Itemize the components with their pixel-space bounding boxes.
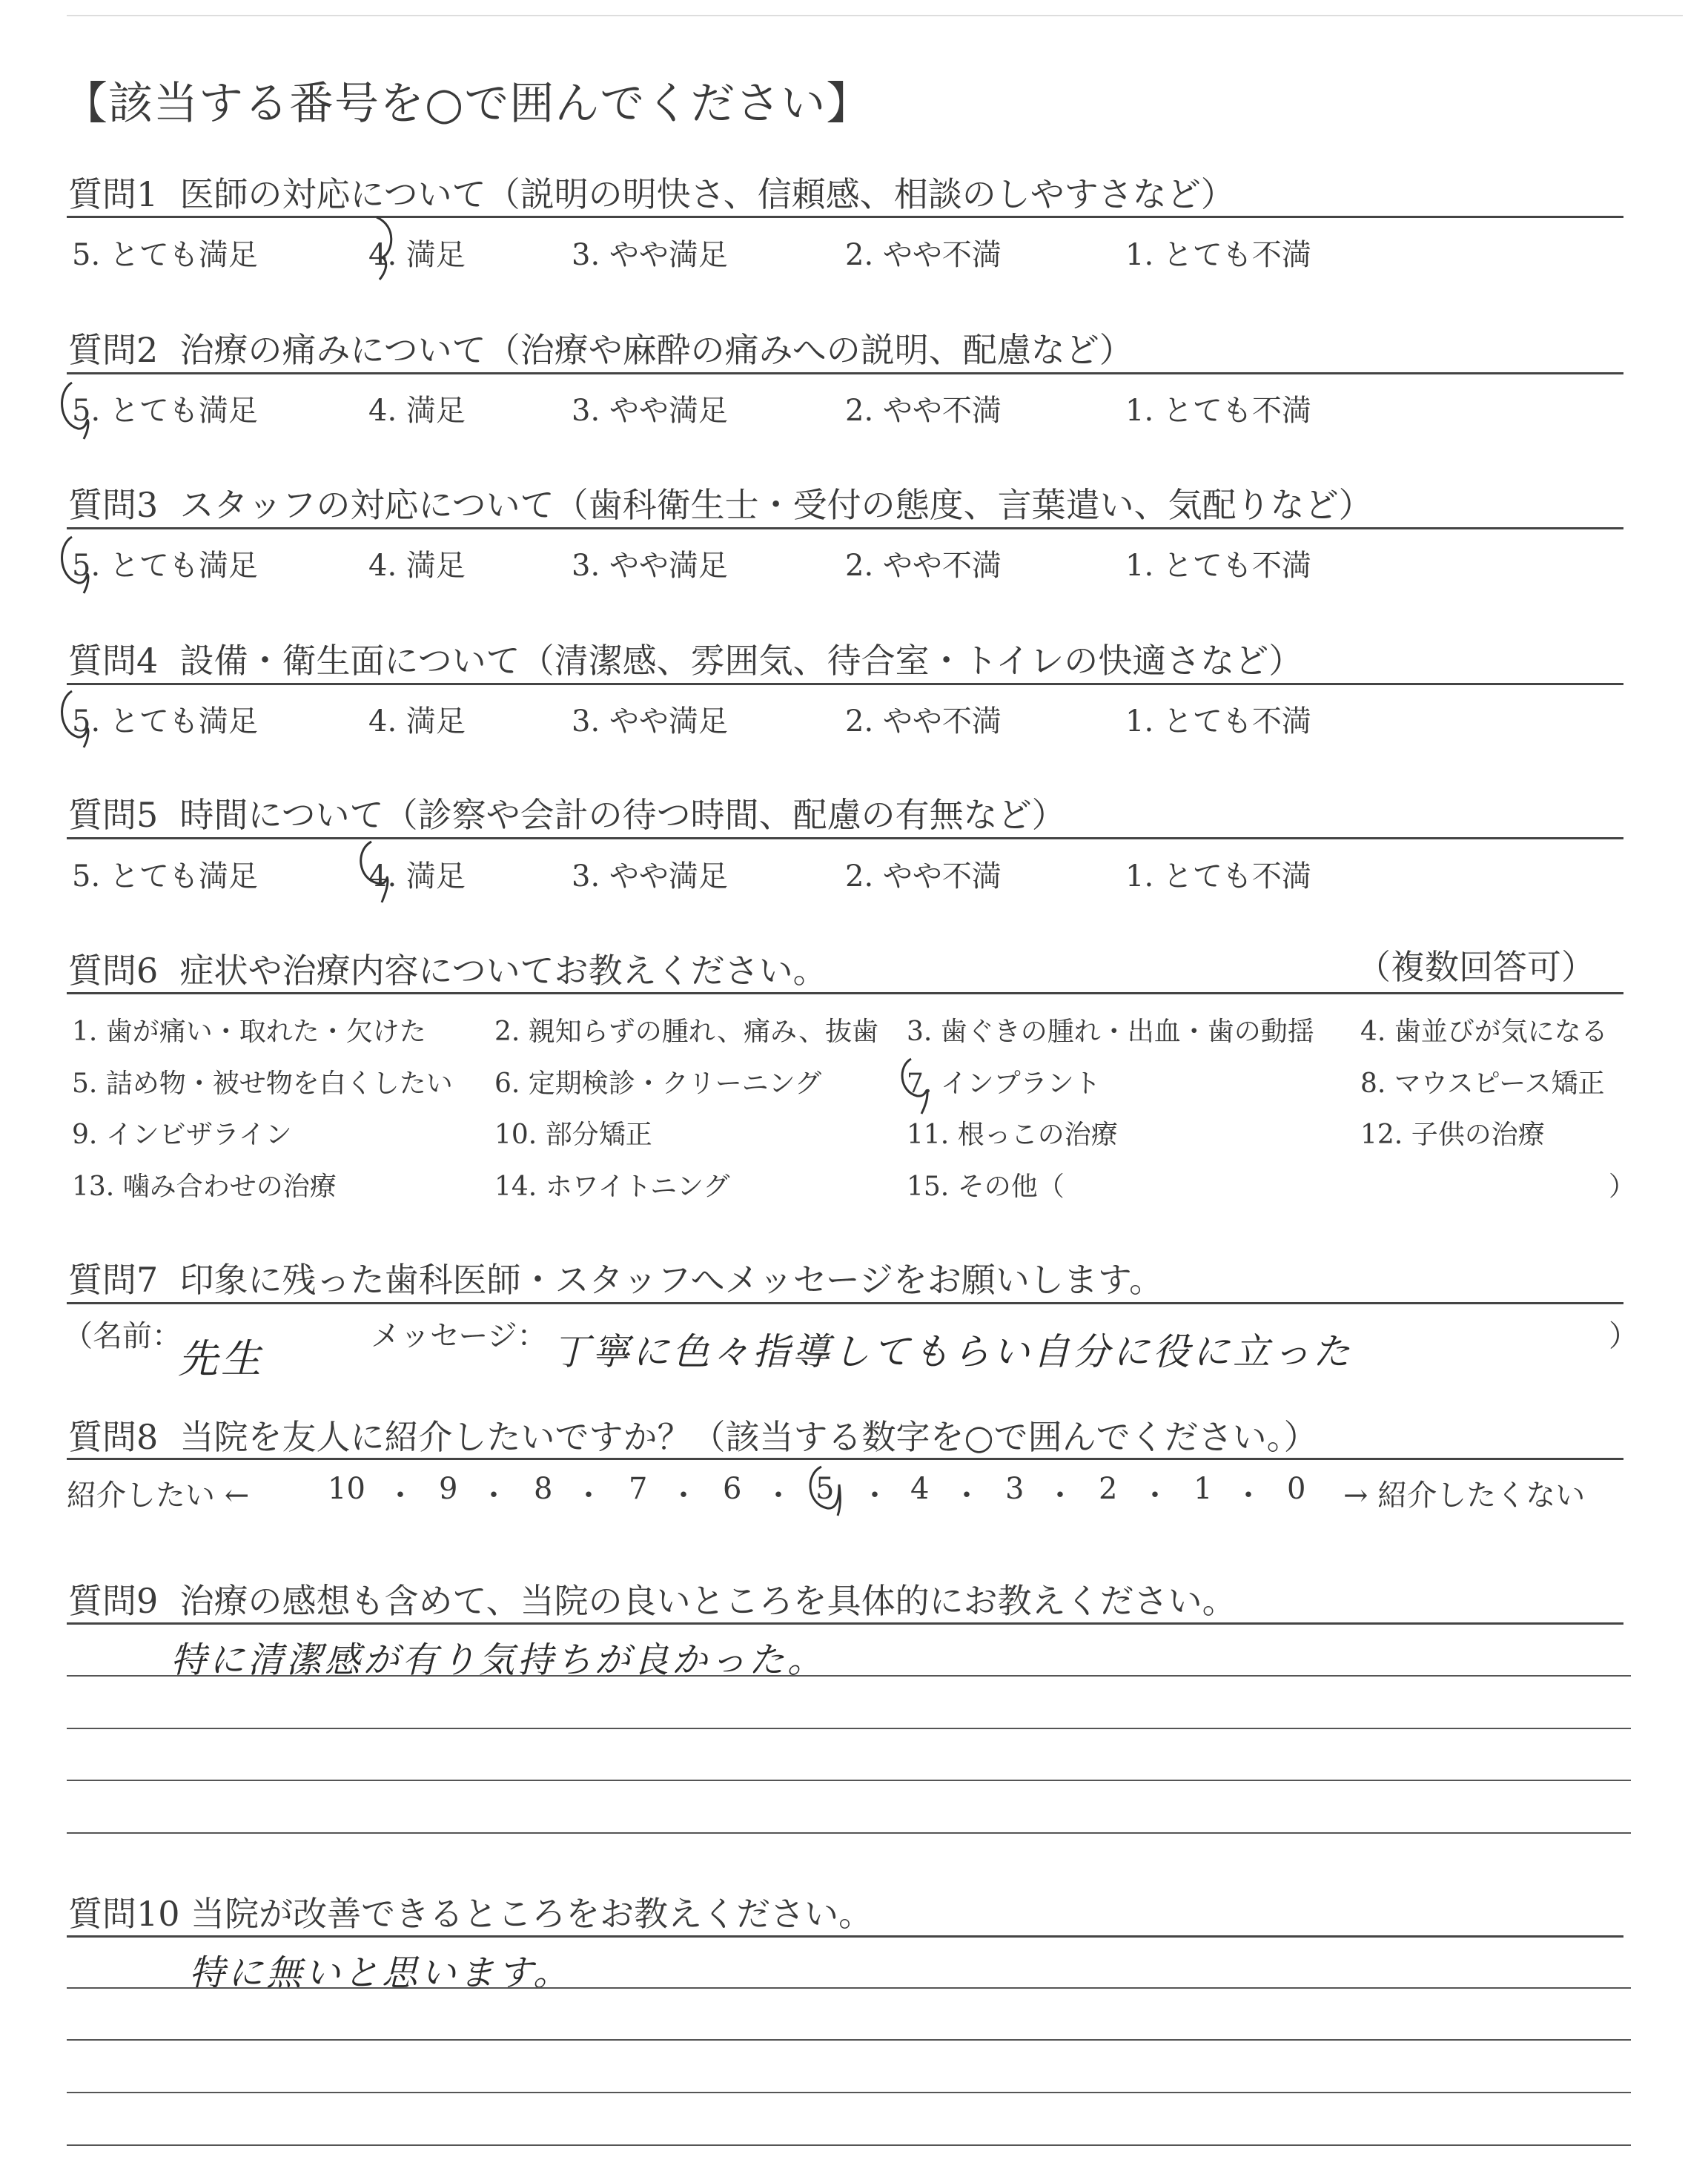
answer-line — [67, 1675, 1631, 1677]
divider — [67, 992, 1623, 994]
score-dot: ・ — [860, 1479, 890, 1513]
score-3[interactable]: 3 — [1005, 1472, 1025, 1506]
score-dot: ・ — [574, 1479, 603, 1513]
circle-mark-q4 — [56, 685, 107, 752]
score-4[interactable]: 4 — [910, 1472, 930, 1506]
score-8[interactable]: 8 — [534, 1472, 553, 1506]
question-2-label: 質問2 — [68, 330, 159, 370]
question-7 — [68, 1253, 1163, 1302]
answer-line — [67, 1728, 1631, 1729]
q6-option-12[interactable]: 12. 子供の治療 — [1360, 1120, 1545, 1150]
score-1[interactable]: 1 — [1194, 1472, 1213, 1506]
name-label: （名前： — [63, 1319, 182, 1353]
option-q1-2[interactable]: 2. やや不満 — [845, 238, 1002, 272]
option-q2-3[interactable]: 3. やや満足 — [572, 394, 728, 428]
circle-mark-q8 — [801, 1462, 860, 1522]
q6-option-15-close: ） — [1609, 1172, 1636, 1202]
question-10 — [68, 1887, 873, 1936]
divider — [67, 372, 1623, 374]
question-6 — [68, 944, 827, 993]
option-q3-2[interactable]: 2. やや不満 — [845, 549, 1002, 583]
option-q1-1[interactable]: 1. とても不満 — [1125, 238, 1311, 272]
question-4 — [68, 634, 1302, 683]
score-dot: ・ — [385, 1479, 415, 1513]
circle-mark-q3 — [56, 531, 107, 598]
option-q5-1[interactable]: 1. とても不満 — [1125, 859, 1311, 894]
score-dot: ・ — [764, 1479, 793, 1513]
question-5-text: 時間について（診察や会計の待つ時間、配慮の有無など） — [179, 795, 1066, 835]
question-6-text: 症状や治療内容についてお教えください。 — [179, 951, 827, 991]
score-dot: ・ — [669, 1479, 698, 1513]
recommend-right-label: → 紹介したくない — [1343, 1479, 1586, 1513]
option-q4-2[interactable]: 2. やや不満 — [845, 704, 1002, 739]
name-value[interactable]: 先生 — [178, 1335, 264, 1382]
option-q2-1[interactable]: 1. とても不満 — [1125, 394, 1311, 428]
divider — [67, 1302, 1623, 1304]
question-8 — [68, 1410, 1318, 1459]
option-q5-3[interactable]: 3. やや満足 — [572, 859, 728, 894]
q6-option-9[interactable]: 9. インビザライン — [72, 1120, 292, 1150]
option-q1-5[interactable]: 5. とても満足 — [72, 238, 258, 272]
question-3-label: 質問3 — [68, 485, 159, 525]
answer-line — [67, 1987, 1631, 1989]
score-2[interactable]: 2 — [1099, 1472, 1118, 1506]
divider — [67, 683, 1623, 685]
multiple-answers-note: （複数回答可） — [1357, 947, 1595, 987]
divider — [67, 527, 1623, 529]
message-close: ） — [1609, 1319, 1638, 1353]
circle-mark-q1 — [354, 211, 399, 285]
option-q2-5[interactable]: 5. とても満足 — [72, 394, 258, 428]
question-1-text: 医師の対応について（説明の明快さ、信頼感、相談のしやすさなど） — [179, 174, 1235, 214]
divider — [67, 837, 1623, 839]
question-9 — [68, 1574, 1237, 1623]
score-10[interactable]: 10 — [328, 1472, 365, 1506]
question-9-text: 治療の感想も含めて、当院の良いところを具体的にお教えください。 — [179, 1581, 1237, 1621]
question-5-label: 質問5 — [68, 795, 159, 835]
top-border — [67, 15, 1683, 16]
circle-mark-q6 — [893, 1053, 945, 1120]
answer-line — [67, 2092, 1631, 2093]
question-4-text: 設備・衛生面について（清潔感、雰囲気、待合室・トイレの快適さなど） — [179, 641, 1303, 681]
question-7-text: 印象に残った歯科医師・スタッフへメッセージをお願いします。 — [179, 1260, 1164, 1300]
page-title: 【該当する番号を○で囲んでください】 — [63, 78, 872, 130]
score-dot: ・ — [952, 1479, 982, 1513]
score-0[interactable]: 0 — [1287, 1472, 1306, 1506]
question-4-label: 質問4 — [68, 641, 159, 681]
score-dot: ・ — [1140, 1479, 1170, 1513]
q6-option-2[interactable]: 2. 親知らずの腫れ、痛み、抜歯 — [494, 1017, 879, 1047]
q6-option-1[interactable]: 1. 歯が痛い・取れた・欠けた — [72, 1017, 426, 1047]
question-3-text: スタッフの対応について（歯科衛生士・受付の態度、言葉遣い、気配りなど） — [179, 485, 1373, 525]
option-q3-3[interactable]: 3. やや満足 — [572, 549, 728, 583]
q9-answer[interactable]: 特に清潔感が有り気持ちが良かった。 — [171, 1639, 827, 1681]
q6-option-3[interactable]: 3. 歯ぐきの腫れ・出血・歯の動揺 — [907, 1017, 1314, 1047]
circle-mark-q2 — [56, 377, 107, 443]
circle-mark-q5 — [352, 834, 404, 908]
q6-option-14[interactable]: 14. ホワイトニング — [494, 1172, 730, 1202]
question-3 — [68, 478, 1373, 527]
score-7[interactable]: 7 — [629, 1472, 648, 1506]
question-8-label: 質問8 — [68, 1417, 159, 1457]
question-1 — [68, 168, 1235, 217]
question-5 — [68, 788, 1066, 837]
answer-line — [67, 1832, 1631, 1834]
divider — [67, 1458, 1623, 1460]
question-7-label: 質問7 — [68, 1260, 159, 1300]
question-10-label: 質問10 — [68, 1894, 180, 1934]
option-q5-4[interactable]: 4. 満足 — [368, 859, 466, 894]
q10-answer[interactable]: 特に無いと思います。 — [189, 1952, 572, 1994]
option-q3-5[interactable]: 5. とても満足 — [72, 549, 258, 583]
message-label: メッセージ： — [371, 1319, 547, 1353]
question-10-text: 当院が改善できるところをお教えください。 — [191, 1894, 873, 1934]
option-q4-1[interactable]: 1. とても不満 — [1125, 704, 1311, 739]
option-q2-2[interactable]: 2. やや不満 — [845, 394, 1002, 428]
question-2-text: 治療の痛みについて（治療や麻酔の痛みへの説明、配慮など） — [179, 330, 1133, 370]
option-q5-5[interactable]: 5. とても満足 — [72, 859, 258, 894]
score-dot: ・ — [479, 1479, 509, 1513]
option-q3-4[interactable]: 4. 満足 — [368, 549, 466, 583]
divider — [67, 1622, 1623, 1625]
option-q2-4[interactable]: 4. 満足 — [368, 394, 466, 428]
question-9-label: 質問9 — [68, 1581, 159, 1621]
answer-line — [67, 2039, 1631, 2041]
q6-option-8[interactable]: 8. マウスピース矯正 — [1360, 1069, 1605, 1099]
q6-option-4[interactable]: 4. 歯並びが気になる — [1360, 1017, 1608, 1047]
message-value[interactable]: 丁寧に色々指導してもらい自分に役に立った — [552, 1330, 1353, 1373]
score-6[interactable]: 6 — [723, 1472, 742, 1506]
question-2 — [68, 323, 1133, 372]
answer-line — [67, 1780, 1631, 1781]
q6-option-13[interactable]: 13. 噛み合わせの治療 — [72, 1172, 337, 1202]
option-q1-3[interactable]: 3. やや満足 — [572, 238, 728, 272]
q6-option-6[interactable]: 6. 定期検診・クリーニング — [494, 1069, 822, 1099]
score-9[interactable]: 9 — [439, 1472, 458, 1506]
option-q4-5[interactable]: 5. とても満足 — [72, 704, 258, 739]
option-q4-4[interactable]: 4. 満足 — [368, 704, 466, 739]
divider — [67, 1935, 1623, 1938]
divider — [67, 216, 1623, 218]
question-1-label: 質問1 — [68, 174, 159, 214]
option-q3-1[interactable]: 1. とても不満 — [1125, 549, 1311, 583]
q6-option-15[interactable]: 15. その他（ — [907, 1172, 1065, 1202]
score-dot: ・ — [1045, 1479, 1075, 1513]
question-8-text: 当院を友人に紹介したいですか？（該当する数字を○で囲んでください。） — [179, 1417, 1318, 1457]
q6-option-11[interactable]: 11. 根っこの治療 — [907, 1120, 1118, 1150]
answer-line — [67, 2144, 1631, 2146]
question-6-label: 質問6 — [68, 951, 159, 991]
option-q4-3[interactable]: 3. やや満足 — [572, 704, 728, 739]
q6-option-7[interactable]: 7. インプラント — [907, 1069, 1101, 1099]
option-q5-2[interactable]: 2. やや不満 — [845, 859, 1002, 894]
q6-option-5[interactable]: 5. 詰め物・被せ物を白くしたい — [72, 1069, 453, 1099]
q6-option-10[interactable]: 10. 部分矯正 — [494, 1120, 652, 1150]
score-dot: ・ — [1234, 1479, 1263, 1513]
option-q1-4[interactable]: 4. 満足 — [368, 238, 466, 272]
score-5[interactable]: 5 — [815, 1472, 835, 1506]
recommend-left-label: 紹介したい ← — [67, 1479, 250, 1513]
